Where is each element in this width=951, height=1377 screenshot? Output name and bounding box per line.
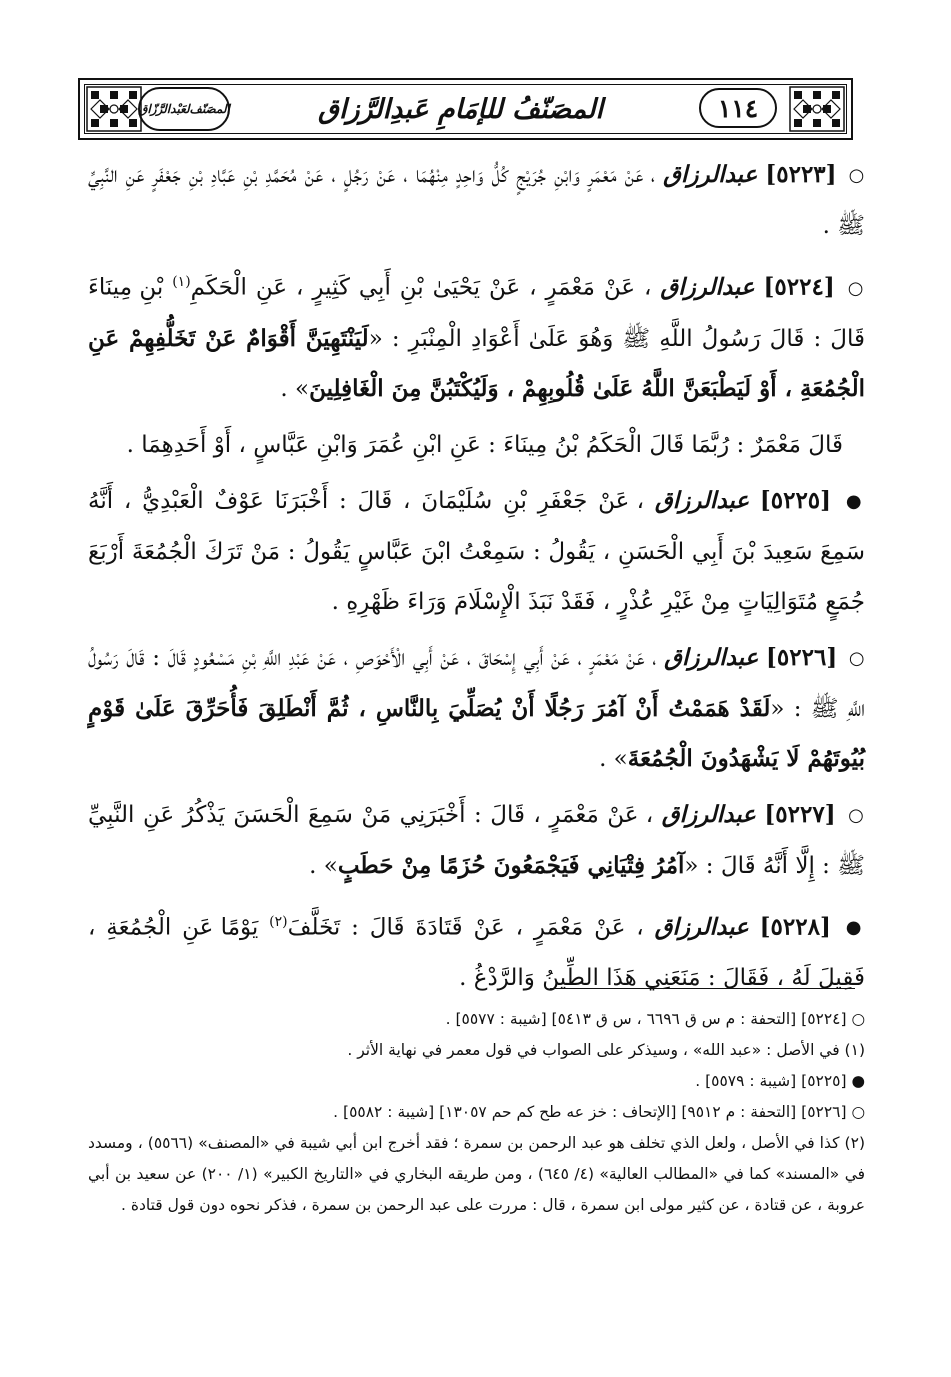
hadith-text-a: ، عَنْ مَعْمَرٍ ، عَنْ قَتَادَةَ قَالَ : تَخَلَّفَ — [287, 914, 644, 941]
footnotes — [88, 1004, 865, 1221]
hadith-text-c: » . — [599, 745, 628, 772]
main-text — [88, 150, 865, 1009]
page-number: ١١٤ — [699, 88, 777, 128]
footnote-ref[interactable]: (١) — [172, 274, 191, 290]
hadith-5225 — [88, 476, 865, 627]
hadith-text-b: بْنِ مِينَاءَ قَالَ : قَالَ رَسُولُ اللَّهِ ﷺ وَهُوَ عَلَىٰ أَعْوَادِ الْمِنْبَرِ : « — [88, 274, 865, 352]
hadith-text: ، عَنْ جَعْفَرِ بْنِ سُلَيْمَانَ ، قَالَ : أَخْبَرَنَا عَوْفٌ الْعَبْدِيُّ ، أَنَّهُ سَمِعَ سَعِيدَ بْنَ أَبِي الْحَسَنِ ، يَقُولُ : سَمِعْتُ ابْنَ عَبَّاسٍ يَقُولُ : مَنْ تَرَكَ الْجُمُعَةَ أَرْبَعَ جُمَعٍ مُتَوَالِيَاتٍ مِنْ غَيْرِ عُذْرٍ ، فَقَدْ نَبَذَ الْإِسْلَامَ وَرَاءَ ظَهْرِهِ . — [88, 487, 865, 615]
footnote-5226-takhrij: ○ [٥٢٢٦] [التحفة : م ٩٥١٢] [الإتحاف : خز عه طح كم حم ١٣٠٥٧] [شيبة : ٥٥٨٢] . — [333, 1103, 865, 1121]
narration-marker: ● — [845, 490, 865, 512]
footnote-5225-takhrij: ● [٥٢٢٥] [شيبة : ٥٥٧٩] . — [695, 1072, 865, 1090]
running-title: المصَنّفُ للإمَامِ عَبدِالرَّزاق — [318, 93, 603, 125]
narrator-abdurrazzaq: عبدالرزاق — [660, 273, 755, 301]
ornament-right-icon — [789, 86, 845, 132]
book-seal — [138, 87, 230, 131]
hadith-5223 — [88, 150, 865, 251]
page-header — [78, 78, 853, 140]
prophetic-saying: لَيَنْتَهِيَنَّ أَقْوَامٌ عَنْ تَخَلُّفِهِمْ عَنِ الْجُمُعَةِ ، أَوْ لَيَطْبَعَنَّ اللَّهُ عَلَىٰ قُلُوبِهِمْ ، وَلَيُكْتَبُنَّ مِنَ الْغَافِلِينَ — [88, 324, 865, 402]
hadith-text-a: ، عَنْ مَعْمَرٍ ، عَنْ يَحْيَىٰ بْنِ أَبِي كَثِيرٍ ، عَنِ الْحَكَمِ — [190, 274, 652, 301]
seal-line-2: لعَبْدالرَّزّاق — [138, 101, 190, 116]
hadith-number: [٥٢٢٦] — [766, 643, 838, 671]
hadith-text: ، عَنْ مَعْمَرٍ وَابْنِ جُرَيْجٍ كُلُّ وَاحِدٍ مِنْهُمَا ، عَنْ رَجُلٍ ، عَنْ مُحَمَّدِ بْنِ عَبَّادِ بْنِ جَعْفَرٍ عَنِ النَّبِيِّ ﷺ . — [88, 162, 865, 239]
hadith-5224 — [88, 257, 865, 414]
hadith-text-c: » . — [309, 852, 338, 879]
narration-marker: ● — [845, 917, 865, 939]
hadith-5226 — [88, 633, 865, 784]
footnote-separator — [550, 988, 855, 989]
mamar-comment — [88, 420, 865, 470]
hadith-text-a: ، عَنْ مَعْمَرٍ ، قَالَ : أَخْبَرَنِي مَنْ سَمِعَ الْحَسَنَ يَذْكُرُ عَنِ النَّبِيِّ ﷺ : إِلَّا أَنَّهُ قَالَ : « — [88, 801, 865, 879]
ornament-left-icon — [86, 86, 142, 132]
prophetic-saying: لَقَدْ هَمَمْتُ أَنْ آمُرَ رَجُلًا أَنْ يُصَلِّيَ بِالنَّاسِ ، ثُمَّ أَنْطَلِقَ فَأُحَرِّقَ عَلَىٰ قَوْمٍ بُيُوتَهُمْ لَا يَشْهَدُونَ الْجُمُعَةَ — [88, 694, 865, 772]
narrator-abdurrazzaq: عبدالرزاق — [664, 643, 759, 671]
hadith-number: [٥٢٢٤] — [763, 273, 835, 301]
hadith-number: [٥٢٢٣] — [765, 161, 837, 188]
footnote-ref[interactable]: (٢) — [269, 913, 288, 930]
footnote-1: (١) في الأصل : «عبد الله» ، وسيذكر على الصواب في قول معمر في نهاية الأثر . — [347, 1041, 865, 1059]
hadith-5227 — [88, 790, 865, 891]
narrator-abdurrazzaq: عبدالرزاق — [654, 913, 749, 941]
narrator-abdurrazzaq: عبدالرزاق — [661, 800, 756, 828]
seal-line-1: المصَنّف — [189, 101, 230, 116]
hadith-number: [٥٢٢٥] — [759, 486, 832, 514]
comment-text: قَالَ مَعْمَرٌ : رُبَّمَا قَالَ الْحَكَمُ بْنُ مِينَاءَ : عَنِ ابْنِ عُمَرَ وَابْنِ عَبَّاسٍ ، أَوْ أَحَدِهِمَا . — [126, 431, 843, 458]
footnote-2: (٢) كذا في الأصل ، ولعل الذي تخلف هو عبد الرحمن بن سمرة ؛ فقد أخرج ابن أبي شيبة في «المصنف» (٥٥٦٦) ، ومسدد في «المسند» كما في «المطالب العالية» (٤/ ٦٤٥) ، ومن طريقه البخاري في «التاريخ الكبير» (١/ ٢٠٠) عن سعيد بن أبي عروبة ، عن قتادة ، عن كثير مولى ابن سمرة ، قال : مررت على عبد الرحمن بن سمرة ، فذكر نحوه دون قول قتادة . — [88, 1134, 866, 1214]
hadith-text-a: ، عَنْ مَعْمَرٍ ، عَنْ أَبِي إِسْحَاقَ ، عَنْ أَبِي الْأَحْوَصِ ، عَنْ عَبْدِ اللَّهِ بْنِ مَسْعُودٍ قَالَ : قَالَ رَسُولُ اللَّهِ ﷺ : « — [88, 644, 865, 722]
hadith-text-c: » . — [280, 375, 310, 402]
footnote-5224-takhrij: ○ [٥٢٢٤] [التحفة : م س ق ٦٦٩٦ ، س ق ٥٤١٣] [شيبة : ٥٥٧٧] . — [445, 1010, 865, 1028]
hadith-number: [٥٢٢٨] — [759, 913, 831, 941]
narration-marker: ○ — [848, 165, 865, 186]
narrator-abdurrazzaq: عبدالرزاق — [663, 161, 758, 188]
hadith-text-b: يَوْمًا عَنِ الْجُمُعَةِ ، فَقِيلَ لَهُ ، فَقَالَ : مَنَعَنِي هَذَا الطِّينُ وَالرَّدْغُ . — [88, 914, 865, 992]
narration-marker: ○ — [847, 277, 866, 299]
narrator-abdurrazzaq: عبدالرزاق — [654, 486, 750, 514]
narration-marker: ○ — [848, 647, 865, 669]
prophetic-saying: آمُرُ فِتْيَانِي فَيَجْمَعُونَ حُزَمًا مِنْ حَطَبٍ — [337, 851, 685, 879]
hadith-number: [٥٢٢٧] — [764, 800, 836, 828]
narration-marker: ○ — [848, 804, 865, 826]
